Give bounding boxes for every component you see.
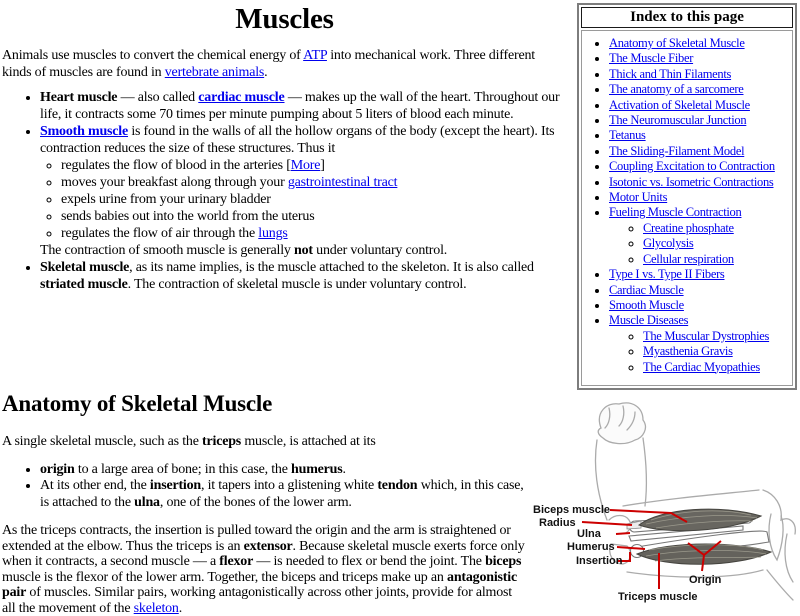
diagram-label-triceps: Triceps muscle xyxy=(618,590,698,603)
diagram-label-radius: Radius xyxy=(539,516,576,529)
index-item xyxy=(609,298,791,313)
index-item xyxy=(609,51,791,66)
text-run: . xyxy=(342,461,346,477)
index-link-anatomy-of-skeletal-muscle[interactable]: Anatomy of Skeletal Muscle xyxy=(609,36,745,50)
text-run: under voluntary control. xyxy=(312,243,448,258)
text-run: regulates the flow of air through the xyxy=(61,226,259,241)
text-run: expels urine from your urinary bladder xyxy=(61,192,271,207)
index-list xyxy=(582,36,791,375)
index-link-tetanus[interactable]: Tetanus xyxy=(609,128,646,143)
index-item xyxy=(609,175,791,190)
text-run: humerus xyxy=(291,461,343,477)
diagram-label-biceps: Biceps muscle xyxy=(533,503,611,516)
link-more[interactable]: More xyxy=(290,158,321,173)
text-run: triceps xyxy=(202,433,242,449)
index-subitem xyxy=(643,236,791,251)
text-run: As the triceps contracts, the insertion is pulled toward the origin and the arm is straightened or extended at the elbow. Thus the triceps is an xyxy=(2,523,511,554)
text-run: ulna xyxy=(134,494,160,510)
index-title: Index to this page xyxy=(581,7,793,28)
text-run: , as its name implies, is the muscle attached to the skeleton. It is also called xyxy=(129,260,534,275)
text-run: regulates the flow of blood in the arteries [ xyxy=(61,158,291,173)
index-item xyxy=(609,190,791,205)
link-gastrointestinal-tract[interactable]: gastrointestinal tract xyxy=(287,175,398,190)
text-run: to a large area of bone; in this case, the xyxy=(74,461,292,477)
text-run: antagonistic pair xyxy=(2,569,517,601)
diagram-label-origin: Origin xyxy=(689,573,722,586)
index-item xyxy=(609,98,791,113)
text-run: , one of the bones of the lower arm. xyxy=(159,494,352,510)
index-subitem xyxy=(643,221,791,236)
text-run: muscle is the flexor of the lower arm. Together, the biceps and triceps make up an xyxy=(2,569,448,585)
text-run: — also called xyxy=(117,90,199,105)
index-link-isotonic-vs-isometric-contractions[interactable]: Isotonic vs. Isometric Contractions xyxy=(609,174,774,189)
text-run: muscle, is attached at its xyxy=(241,433,376,449)
arm-diagram xyxy=(531,394,797,604)
index-box xyxy=(577,3,797,390)
index-link-activation-of-skeletal-muscle[interactable]: Activation of Skeletal Muscle xyxy=(609,97,750,112)
index-item xyxy=(609,283,791,298)
text-run: , it tapers into a glistening white xyxy=(201,478,378,494)
link-lungs[interactable]: lungs xyxy=(258,226,288,241)
index-item xyxy=(609,128,791,143)
diagram-label-insertion: Insertion xyxy=(576,554,623,567)
text-run: not xyxy=(294,243,313,258)
text-run: sends babies out into the world from the uterus xyxy=(61,209,315,224)
text-run: The contraction of smooth muscle is generally xyxy=(40,243,295,258)
index-link-the-sliding-filament-model[interactable]: The Sliding-Filament Model xyxy=(609,143,745,158)
text-run: . xyxy=(264,65,268,80)
text-run: into mechanical work. Three different kinds of muscles are found in xyxy=(2,48,535,80)
index-sublist xyxy=(609,329,791,375)
link-atp[interactable]: ATP xyxy=(303,48,327,63)
text-run: of muscles. Similar pairs, working antagonistically across other joints, provide for almost all the movement of the xyxy=(2,585,512,616)
index-subitem xyxy=(643,252,791,267)
index-link-glycolysis[interactable]: Glycolysis xyxy=(643,236,694,251)
index-item xyxy=(609,82,791,97)
page-title: Muscles xyxy=(235,3,334,35)
index-item xyxy=(609,113,791,128)
index-sublist xyxy=(609,221,791,267)
index-link-coupling-excitation-to-contraction[interactable]: Coupling Excitation to Contraction xyxy=(609,159,775,174)
text-run: A single skeletal muscle, such as the xyxy=(2,433,203,449)
text-run: — makes up the wall of the heart. Throughout our life, it contracts some 70 times per minute pumping about 5 liters of blood each minute. xyxy=(40,90,560,122)
link-vertebrate-animals[interactable]: vertebrate animals xyxy=(164,65,265,80)
text-run: ] xyxy=(320,158,325,173)
diagram-label-humerus: Humerus xyxy=(567,540,615,553)
index-subitem xyxy=(643,344,791,359)
index-item xyxy=(609,144,791,159)
index-link-motor-units[interactable]: Motor Units xyxy=(609,190,668,205)
diagram-label-ulna: Ulna xyxy=(577,527,601,540)
index-link-myasthenia-gravis[interactable]: Myasthenia Gravis xyxy=(643,344,733,359)
index-link-muscle-diseases[interactable]: Muscle Diseases xyxy=(609,313,689,328)
arm-sketch-outline xyxy=(595,403,795,600)
text-run: insertion xyxy=(149,478,202,494)
index-link-thick-and-thin-filaments[interactable]: Thick and Thin Filaments xyxy=(609,66,732,81)
link-cardiac-muscle[interactable]: cardiac muscle xyxy=(198,90,285,105)
index-link-the-anatomy-of-a-sarcomere[interactable]: The anatomy of a sarcomere xyxy=(609,82,744,97)
text-run: At its other end, the xyxy=(40,478,150,494)
index-item xyxy=(609,36,791,51)
text-run: tendon xyxy=(377,478,418,494)
index-subitem xyxy=(643,360,791,375)
index-link-cardiac-muscle[interactable]: Cardiac Muscle xyxy=(609,282,684,297)
index-body xyxy=(581,30,793,386)
anatomy-section xyxy=(2,392,797,616)
text-run: . Because skeletal muscle exerts force only when it contracts, a second muscle — a xyxy=(2,538,525,570)
text-run: — is needed to flex or bend the joint. The xyxy=(253,554,486,570)
text-run: . The contraction of skeletal muscle is under voluntary control. xyxy=(127,277,467,292)
text-run: striated muscle xyxy=(40,277,128,292)
link-smooth-muscle[interactable]: Smooth muscle xyxy=(40,124,129,139)
index-link-creatine-phosphate[interactable]: Creatine phosphate xyxy=(643,220,734,235)
anatomy-heading: Anatomy of Skeletal Muscle xyxy=(2,390,273,416)
text-run: extensor xyxy=(243,538,293,554)
index-link-the-muscular-dystrophies[interactable]: The Muscular Dystrophies xyxy=(643,328,770,343)
index-item xyxy=(609,159,791,174)
text-run: Animals use muscles to convert the chemical energy of xyxy=(2,48,304,63)
index-link-the-neuromuscular-junction[interactable]: The Neuromuscular Junction xyxy=(609,113,747,128)
text-run: is found in the walls of all the hollow organs of the body (except the heart). Its contraction reduces the size of these structures. Thus it xyxy=(40,124,555,156)
text-run: which, in this case, is attached to the xyxy=(40,478,524,510)
index-subitem xyxy=(643,329,791,344)
index-item xyxy=(609,267,791,282)
link-skeleton[interactable]: skeleton xyxy=(133,600,179,616)
index-link-fueling-muscle-contraction[interactable]: Fueling Muscle Contraction xyxy=(609,205,742,220)
text-run: origin xyxy=(40,461,75,477)
index-link-type-i-vs-type-ii-fibers[interactable]: Type I vs. Type II Fibers xyxy=(609,267,725,282)
text-run: Skeletal muscle xyxy=(40,260,130,275)
index-item xyxy=(609,67,791,82)
index-link-the-muscle-fiber[interactable]: The Muscle Fiber xyxy=(609,51,694,66)
index-item xyxy=(609,205,791,267)
index-link-the-cardiac-myopathies[interactable]: The Cardiac Myopathies xyxy=(643,359,760,374)
text-run: . xyxy=(178,600,183,616)
text-run: Heart muscle xyxy=(40,90,118,105)
text-run: flexor xyxy=(219,554,254,570)
index-link-cellular-respiration[interactable]: Cellular respiration xyxy=(643,251,734,266)
index-item xyxy=(609,313,791,375)
text-run: moves your breakfast along through your xyxy=(61,175,288,190)
index-link-smooth-muscle[interactable]: Smooth Muscle xyxy=(609,297,684,312)
text-run: biceps xyxy=(485,554,522,570)
